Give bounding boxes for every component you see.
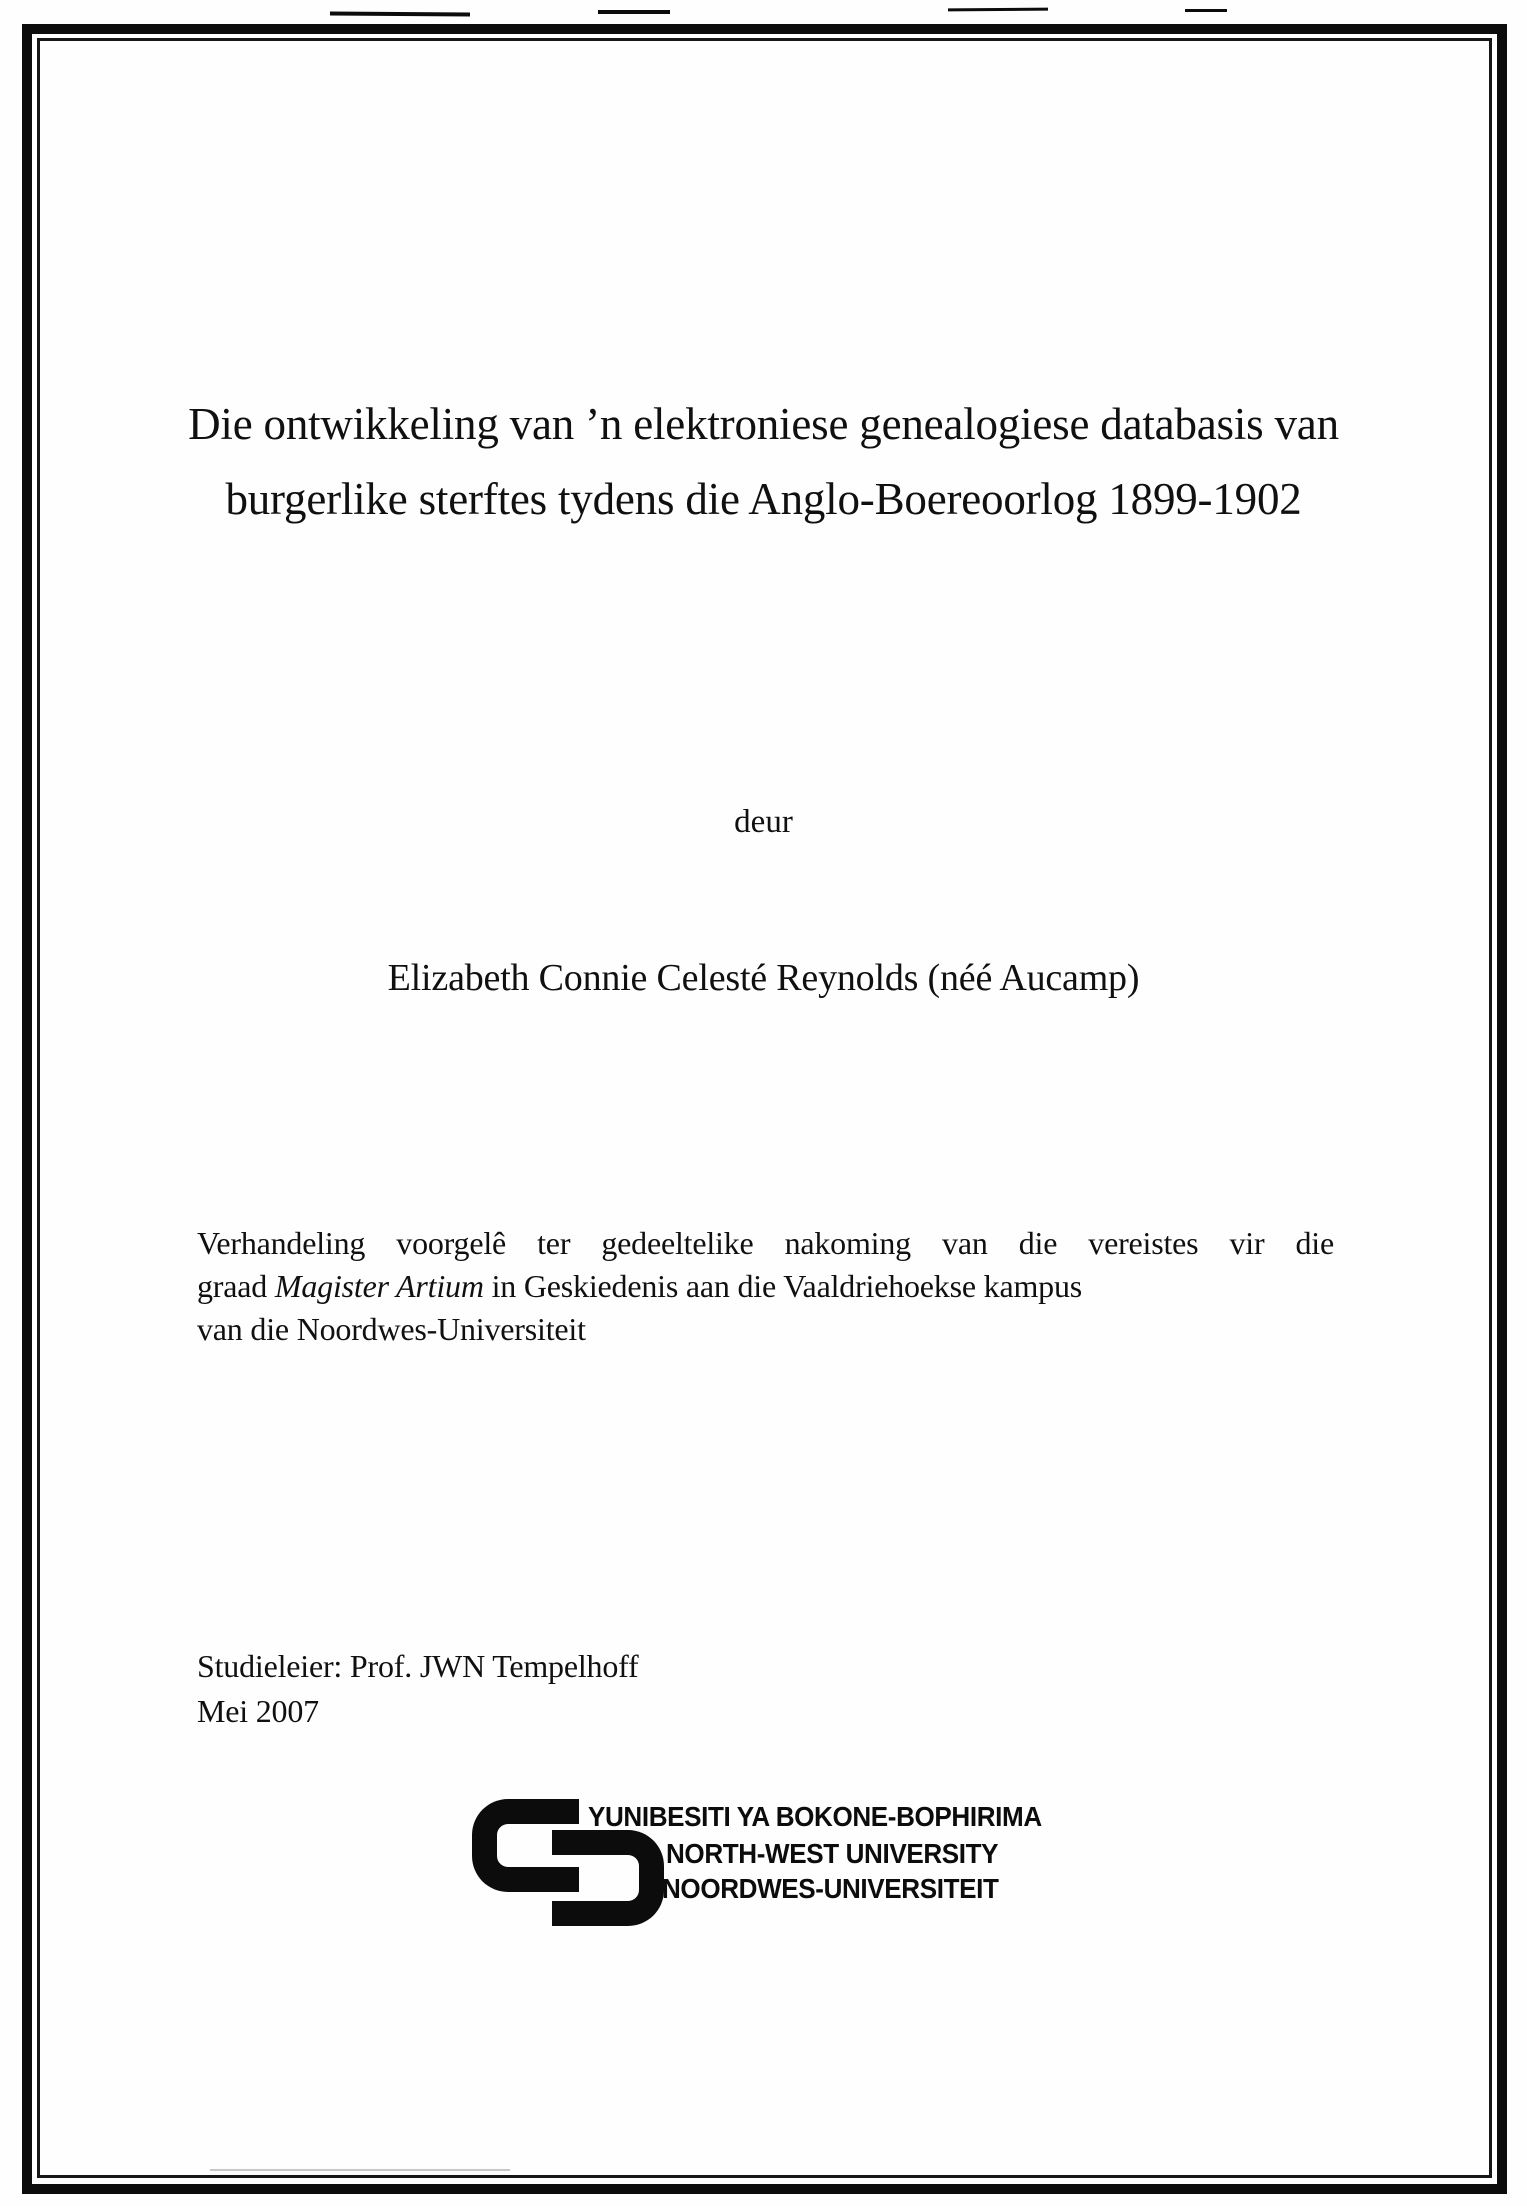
submission-statement: [197, 1222, 1334, 1351]
logo-text-line-1: YUNIBESITI YA BOKONE-BOPHIRIMA: [588, 1801, 1042, 1832]
scan-artifact: [1185, 9, 1227, 12]
scan-artifact: [330, 12, 470, 17]
statement-line-2-prefix: graad: [197, 1268, 268, 1304]
scan-artifact: [948, 8, 1048, 12]
statement-line-2-suffix: in Geskiedenis aan die Vaaldriehoekse kampus: [491, 1268, 1083, 1304]
chain-link-right-icon: [552, 1830, 664, 1926]
byline-label: deur: [734, 804, 793, 840]
statement-line-3: van die Noordwes-Universiteit: [197, 1311, 586, 1347]
date-line: Mei 2007: [197, 1693, 319, 1729]
logo-text-line-2: NORTH-WEST UNIVERSITY: [666, 1838, 999, 1869]
statement-line-2: [197, 1265, 1334, 1308]
statement-line-1: Verhandeling voorgelê ter gedeeltelike nakoming van die vereistes vir die: [197, 1225, 1334, 1261]
author-name: Elizabeth Connie Celesté Reynolds (néé Aucamp): [387, 957, 1140, 999]
supervisor-line: Studieleier: Prof. JWN Tempelhoff: [197, 1648, 639, 1684]
degree-name-italic: Magister Artium: [274, 1268, 484, 1304]
logo-text-line-3: NOORDWES-UNIVERSITEIT: [662, 1873, 999, 1904]
scan-artifact: [598, 10, 670, 14]
thesis-title-line-1: Die ontwikkeling van ’n elektroniese genealogiese databasis van: [188, 399, 1339, 449]
thesis-title-line-2: burgerlike sterftes tydens die Anglo-Boereoorlog 1899-1902: [225, 474, 1302, 524]
scan-artifact: [210, 2169, 510, 2171]
